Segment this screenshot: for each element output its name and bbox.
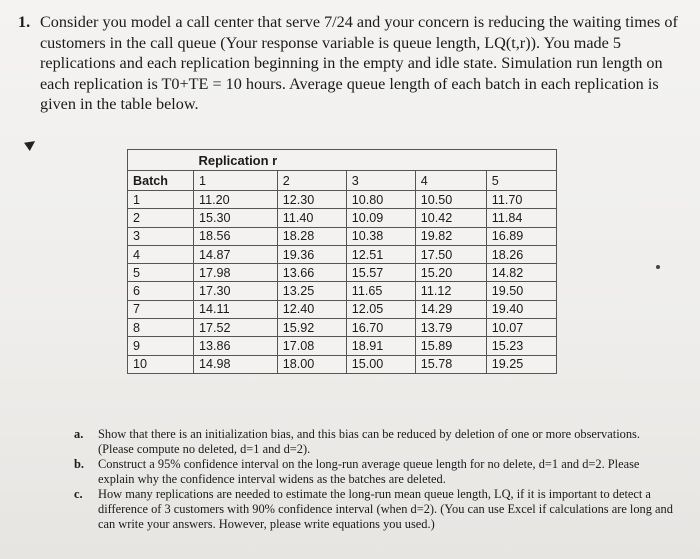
queue-length-cell: 15.30 xyxy=(194,209,278,227)
batch-header: Batch xyxy=(128,171,194,191)
queue-length-cell: 19.40 xyxy=(486,300,556,318)
queue-length-cell: 14.82 xyxy=(486,264,556,282)
queue-length-cell: 15.78 xyxy=(415,355,486,373)
queue-length-cell: 14.11 xyxy=(194,300,278,318)
queue-length-cell: 17.30 xyxy=(194,282,278,300)
table-row xyxy=(128,319,557,337)
batch-number-cell: 7 xyxy=(128,300,194,318)
replication-number: 3 xyxy=(346,171,415,191)
queue-length-cell: 11.20 xyxy=(194,191,278,209)
question-text: Construct a 95% confidence interval on the long-run average queue length for no delete, d=1 and d=2. Please explain why the confidence interval widens as the batches are deleted. xyxy=(98,457,640,486)
replication-header: Replication r xyxy=(194,150,278,171)
queue-length-cell: 13.25 xyxy=(277,282,346,300)
table-row xyxy=(128,245,557,263)
batch-number-cell: 8 xyxy=(128,319,194,337)
question-text: Show that there is an initialization bias, and this bias can be reduced by deletion of one or more observations. (Please compute no deleted, d=1 and d=2). xyxy=(98,427,640,456)
mouse-cursor-icon xyxy=(24,137,38,151)
table-row xyxy=(128,355,557,373)
queue-length-cell: 10.07 xyxy=(486,319,556,337)
queue-length-cell: 15.92 xyxy=(277,319,346,337)
question-label: b. xyxy=(74,457,84,472)
table-row xyxy=(128,209,557,227)
table-row xyxy=(128,227,557,245)
problem-number: 1. xyxy=(18,13,31,31)
batch-number-cell: 5 xyxy=(128,264,194,282)
queue-length-cell: 15.89 xyxy=(415,337,486,355)
queue-length-cell: 11.65 xyxy=(346,282,415,300)
queue-length-cell: 18.26 xyxy=(486,245,556,263)
problem-text: Consider you model a call center that serve 7/24 and your concern is reducing the waiting times of customers in the call queue (Your response variable is queue length, LQ(t,r)). You made 5 replications and each replication beginning in the empty and idle state. Simulation run length on each replication is T0+TE = 10 hours. Average queue length of each batch in each replication is given in the table below. xyxy=(40,13,678,113)
queue-length-cell: 19.50 xyxy=(486,282,556,300)
queue-length-cell: 10.42 xyxy=(415,209,486,227)
queue-length-cell: 10.09 xyxy=(346,209,415,227)
batch-number-cell: 3 xyxy=(128,227,194,245)
queue-length-cell: 10.50 xyxy=(415,191,486,209)
queue-length-cell: 13.79 xyxy=(415,319,486,337)
queue-length-cell: 17.08 xyxy=(277,337,346,355)
table-row xyxy=(128,282,557,300)
batch-table xyxy=(127,149,557,374)
queue-length-cell: 14.87 xyxy=(194,245,278,263)
queue-length-cell: 14.98 xyxy=(194,355,278,373)
queue-length-cell: 12.51 xyxy=(346,245,415,263)
queue-length-cell: 11.70 xyxy=(486,191,556,209)
question-text: How many replications are needed to estimate the long-run mean queue length, LQ, if it is important to detect a difference of 3 customers with 90% confidence interval (when d=2). (You can use Excel if calculations are long and can write your answers. However, please write equations you used.) xyxy=(98,487,673,531)
question-item xyxy=(74,457,674,486)
batch-number-cell: 10 xyxy=(128,355,194,373)
queue-length-cell: 17.98 xyxy=(194,264,278,282)
table-row xyxy=(128,264,557,282)
queue-length-cell: 18.91 xyxy=(346,337,415,355)
replication-number: 4 xyxy=(415,171,486,191)
question-list xyxy=(74,427,674,532)
batch-number-cell: 9 xyxy=(128,337,194,355)
replication-number: 5 xyxy=(486,171,556,191)
table-row xyxy=(128,191,557,209)
batch-number-cell: 2 xyxy=(128,209,194,227)
queue-length-cell: 11.40 xyxy=(277,209,346,227)
question-label: c. xyxy=(74,487,83,502)
queue-length-cell: 10.38 xyxy=(346,227,415,245)
question-item xyxy=(74,487,674,531)
replication-number: 1 xyxy=(194,171,278,191)
queue-length-cell: 13.66 xyxy=(277,264,346,282)
table-row xyxy=(128,300,557,318)
queue-length-cell: 11.84 xyxy=(486,209,556,227)
table-header-row xyxy=(128,150,557,171)
replication-number: 2 xyxy=(277,171,346,191)
stray-dot xyxy=(656,265,660,269)
queue-length-cell: 18.00 xyxy=(277,355,346,373)
batch-number-cell: 1 xyxy=(128,191,194,209)
queue-length-cell: 19.36 xyxy=(277,245,346,263)
batch-number-cell: 4 xyxy=(128,245,194,263)
queue-length-cell: 10.80 xyxy=(346,191,415,209)
queue-length-cell: 13.86 xyxy=(194,337,278,355)
batch-number-cell: 6 xyxy=(128,282,194,300)
queue-length-cell: 15.23 xyxy=(486,337,556,355)
queue-length-cell: 17.50 xyxy=(415,245,486,263)
queue-length-cell: 18.28 xyxy=(277,227,346,245)
question-label: a. xyxy=(74,427,84,441)
problem-statement xyxy=(18,12,686,115)
queue-length-cell: 15.57 xyxy=(346,264,415,282)
queue-length-cell: 15.00 xyxy=(346,355,415,373)
table-subheader-row xyxy=(128,171,557,191)
queue-length-cell: 14.29 xyxy=(415,300,486,318)
queue-length-cell: 12.40 xyxy=(277,300,346,318)
queue-length-cell: 12.30 xyxy=(277,191,346,209)
queue-length-cell: 12.05 xyxy=(346,300,415,318)
queue-length-cell: 11.12 xyxy=(415,282,486,300)
question-item xyxy=(74,427,674,456)
table-row xyxy=(128,337,557,355)
queue-length-cell: 19.25 xyxy=(486,355,556,373)
queue-length-cell: 18.56 xyxy=(194,227,278,245)
queue-length-cell: 16.70 xyxy=(346,319,415,337)
header-empty-cell xyxy=(128,150,194,171)
queue-length-cell: 16.89 xyxy=(486,227,556,245)
queue-length-cell: 19.82 xyxy=(415,227,486,245)
queue-length-cell: 15.20 xyxy=(415,264,486,282)
queue-length-cell: 17.52 xyxy=(194,319,278,337)
